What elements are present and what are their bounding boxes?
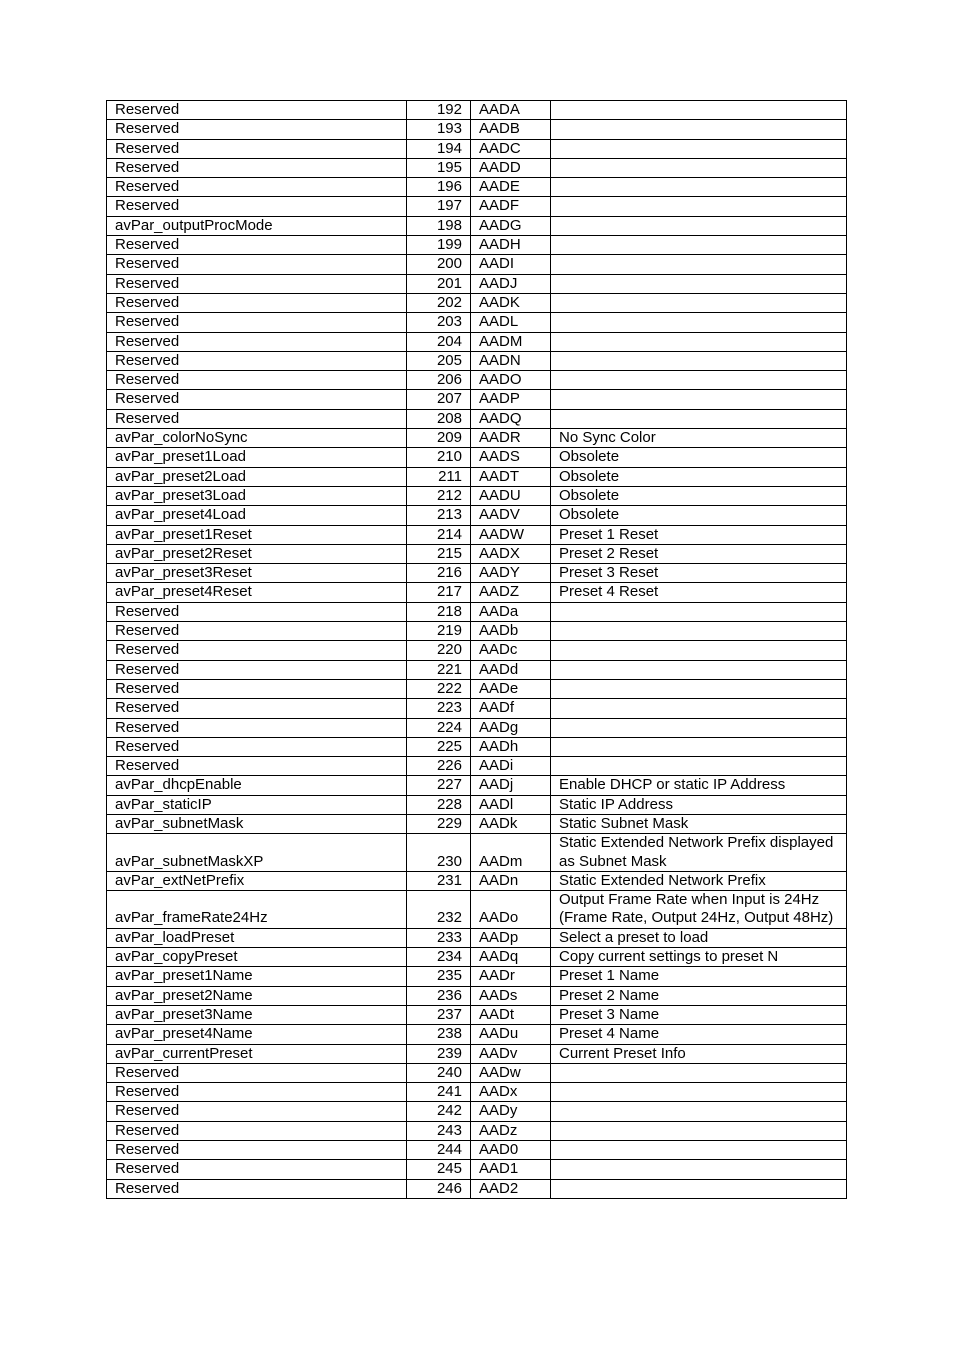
param-name-cell: avPar_preset2Reset: [107, 544, 407, 563]
table-row: [107, 1160, 847, 1179]
table-row: [107, 928, 847, 947]
param-code-cell: AADL: [471, 313, 551, 332]
param-index-cell: 229: [407, 814, 471, 833]
param-description-cell: Static Extended Network Prefix: [551, 871, 847, 890]
param-code-cell: AADp: [471, 928, 551, 947]
table-row: [107, 525, 847, 544]
param-code-cell: AADn: [471, 871, 551, 890]
table-row: [107, 1121, 847, 1140]
param-description-cell: No Sync Color: [551, 429, 847, 448]
param-index-cell: 228: [407, 795, 471, 814]
param-index-cell: 219: [407, 622, 471, 641]
param-code-cell: AADs: [471, 986, 551, 1005]
param-description-cell: Static Extended Network Prefix displayed as Subnet Mask: [551, 834, 847, 872]
param-code-cell: AADx: [471, 1083, 551, 1102]
param-code-cell: AADh: [471, 737, 551, 756]
table-row: [107, 622, 847, 641]
param-code-cell: AADO: [471, 371, 551, 390]
param-code-cell: AADg: [471, 718, 551, 737]
param-name-cell: Reserved: [107, 255, 407, 274]
table-row: [107, 409, 847, 428]
table-row: [107, 814, 847, 833]
param-index-cell: 206: [407, 371, 471, 390]
table-row: [107, 1063, 847, 1082]
param-index-cell: 213: [407, 506, 471, 525]
param-name-cell: Reserved: [107, 332, 407, 351]
table-row: [107, 544, 847, 563]
param-name-cell: avPar_colorNoSync: [107, 429, 407, 448]
param-code-cell: AADk: [471, 814, 551, 833]
param-name-cell: Reserved: [107, 274, 407, 293]
param-index-cell: 224: [407, 718, 471, 737]
param-description-cell: [551, 757, 847, 776]
table-row: [107, 390, 847, 409]
param-code-cell: AADj: [471, 776, 551, 795]
param-code-cell: AADI: [471, 255, 551, 274]
param-name-cell: Reserved: [107, 101, 407, 120]
param-name-cell: avPar_staticIP: [107, 795, 407, 814]
param-name-cell: Reserved: [107, 409, 407, 428]
param-index-cell: 211: [407, 467, 471, 486]
param-index-cell: 237: [407, 1005, 471, 1024]
param-index-cell: 203: [407, 313, 471, 332]
param-description-cell: Static Subnet Mask: [551, 814, 847, 833]
param-name-cell: avPar_preset4Name: [107, 1025, 407, 1044]
param-code-cell: AADX: [471, 544, 551, 563]
param-description-cell: Preset 3 Name: [551, 1005, 847, 1024]
param-index-cell: 221: [407, 660, 471, 679]
param-index-cell: 218: [407, 602, 471, 621]
param-code-cell: AADQ: [471, 409, 551, 428]
param-name-cell: Reserved: [107, 313, 407, 332]
table-row: [107, 1005, 847, 1024]
param-description-cell: Preset 1 Reset: [551, 525, 847, 544]
param-index-cell: 200: [407, 255, 471, 274]
param-name-cell: Reserved: [107, 622, 407, 641]
param-name-cell: Reserved: [107, 293, 407, 312]
param-index-cell: 225: [407, 737, 471, 756]
param-description-cell: [551, 351, 847, 370]
param-index-cell: 242: [407, 1102, 471, 1121]
param-name-cell: avPar_subnetMaskXP: [107, 834, 407, 872]
param-index-cell: 220: [407, 641, 471, 660]
param-code-cell: AADb: [471, 622, 551, 641]
param-description-cell: [551, 158, 847, 177]
table-row: [107, 158, 847, 177]
param-description-cell: [551, 216, 847, 235]
param-name-cell: Reserved: [107, 1141, 407, 1160]
table-row: [107, 1102, 847, 1121]
param-index-cell: 193: [407, 120, 471, 139]
param-description-cell: Obsolete: [551, 467, 847, 486]
param-index-cell: 240: [407, 1063, 471, 1082]
param-description-cell: Preset 4 Name: [551, 1025, 847, 1044]
param-code-cell: AADT: [471, 467, 551, 486]
table-row: [107, 255, 847, 274]
param-description-cell: [551, 1063, 847, 1082]
param-index-cell: 239: [407, 1044, 471, 1063]
param-name-cell: avPar_extNetPrefix: [107, 871, 407, 890]
param-code-cell: AADa: [471, 602, 551, 621]
param-name-cell: Reserved: [107, 1179, 407, 1198]
param-name-cell: avPar_copyPreset: [107, 948, 407, 967]
table-row: [107, 467, 847, 486]
param-description-cell: [551, 178, 847, 197]
table-row: [107, 986, 847, 1005]
param-name-cell: Reserved: [107, 390, 407, 409]
param-description-cell: [551, 255, 847, 274]
table-row: [107, 139, 847, 158]
param-code-cell: AADD: [471, 158, 551, 177]
table-row: [107, 506, 847, 525]
table-row: [107, 564, 847, 583]
param-description-cell: [551, 139, 847, 158]
param-name-cell: Reserved: [107, 737, 407, 756]
param-name-cell: avPar_preset3Name: [107, 1005, 407, 1024]
table-row: [107, 236, 847, 255]
param-index-cell: 244: [407, 1141, 471, 1160]
table-row: [107, 1083, 847, 1102]
param-index-cell: 210: [407, 448, 471, 467]
table-row: [107, 776, 847, 795]
param-name-cell: Reserved: [107, 718, 407, 737]
param-name-cell: avPar_dhcpEnable: [107, 776, 407, 795]
param-code-cell: AADE: [471, 178, 551, 197]
param-code-cell: AADv: [471, 1044, 551, 1063]
param-index-cell: 208: [407, 409, 471, 428]
table-row: [107, 795, 847, 814]
table-row: [107, 178, 847, 197]
param-code-cell: AADF: [471, 197, 551, 216]
param-code-cell: AADM: [471, 332, 551, 351]
param-description-cell: [551, 332, 847, 351]
param-index-cell: 215: [407, 544, 471, 563]
param-description-cell: [551, 699, 847, 718]
param-description-cell: [551, 274, 847, 293]
param-description-cell: Preset 2 Reset: [551, 544, 847, 563]
param-name-cell: avPar_preset3Reset: [107, 564, 407, 583]
table-row: [107, 313, 847, 332]
table-row: [107, 679, 847, 698]
param-index-cell: 241: [407, 1083, 471, 1102]
param-code-cell: AADe: [471, 679, 551, 698]
param-description-cell: [551, 679, 847, 698]
param-code-cell: AADH: [471, 236, 551, 255]
table-row: [107, 660, 847, 679]
param-index-cell: 216: [407, 564, 471, 583]
param-index-cell: 217: [407, 583, 471, 602]
param-description-cell: Preset 3 Reset: [551, 564, 847, 583]
table-row: [107, 737, 847, 756]
param-index-cell: 194: [407, 139, 471, 158]
param-name-cell: avPar_frameRate24Hz: [107, 891, 407, 929]
param-description-cell: Output Frame Rate when Input is 24Hz (Frame Rate, Output 24Hz, Output 48Hz): [551, 891, 847, 929]
param-code-cell: AADr: [471, 967, 551, 986]
param-description-cell: Copy current settings to preset N: [551, 948, 847, 967]
param-name-cell: avPar_preset4Load: [107, 506, 407, 525]
param-description-cell: [551, 1141, 847, 1160]
param-code-cell: AAD2: [471, 1179, 551, 1198]
table-row: [107, 948, 847, 967]
param-code-cell: AADK: [471, 293, 551, 312]
param-code-cell: AADi: [471, 757, 551, 776]
param-description-cell: [551, 622, 847, 641]
param-index-cell: 204: [407, 332, 471, 351]
param-name-cell: avPar_loadPreset: [107, 928, 407, 947]
param-index-cell: 232: [407, 891, 471, 929]
param-name-cell: Reserved: [107, 679, 407, 698]
param-description-cell: [551, 236, 847, 255]
param-index-cell: 212: [407, 486, 471, 505]
param-code-cell: AADu: [471, 1025, 551, 1044]
param-code-cell: AADt: [471, 1005, 551, 1024]
param-name-cell: Reserved: [107, 197, 407, 216]
param-code-cell: AADm: [471, 834, 551, 872]
table-row: [107, 891, 847, 929]
param-description-cell: [551, 718, 847, 737]
param-index-cell: 198: [407, 216, 471, 235]
param-code-cell: AADP: [471, 390, 551, 409]
param-code-cell: AADR: [471, 429, 551, 448]
param-code-cell: AADN: [471, 351, 551, 370]
param-code-cell: AADU: [471, 486, 551, 505]
param-index-cell: 234: [407, 948, 471, 967]
param-name-cell: Reserved: [107, 1063, 407, 1082]
param-code-cell: AADV: [471, 506, 551, 525]
param-name-cell: Reserved: [107, 1102, 407, 1121]
param-index-cell: 223: [407, 699, 471, 718]
table-row: [107, 602, 847, 621]
table-row: [107, 1044, 847, 1063]
param-index-cell: 192: [407, 101, 471, 120]
param-code-cell: AAD1: [471, 1160, 551, 1179]
param-name-cell: Reserved: [107, 236, 407, 255]
param-name-cell: avPar_outputProcMode: [107, 216, 407, 235]
param-index-cell: 214: [407, 525, 471, 544]
param-code-cell: AADB: [471, 120, 551, 139]
param-description-cell: [551, 660, 847, 679]
param-code-cell: AADf: [471, 699, 551, 718]
param-description-cell: Obsolete: [551, 448, 847, 467]
param-code-cell: AADl: [471, 795, 551, 814]
table-row: [107, 274, 847, 293]
param-name-cell: avPar_subnetMask: [107, 814, 407, 833]
param-index-cell: 195: [407, 158, 471, 177]
param-name-cell: avPar_preset4Reset: [107, 583, 407, 602]
table-row: [107, 699, 847, 718]
param-description-cell: [551, 602, 847, 621]
param-code-cell: AADq: [471, 948, 551, 967]
param-name-cell: Reserved: [107, 660, 407, 679]
table-row: [107, 718, 847, 737]
param-code-cell: AADw: [471, 1063, 551, 1082]
param-description-cell: Enable DHCP or static IP Address: [551, 776, 847, 795]
param-description-cell: [551, 1179, 847, 1198]
param-code-cell: AAD0: [471, 1141, 551, 1160]
param-index-cell: 230: [407, 834, 471, 872]
param-description-cell: [551, 293, 847, 312]
param-index-cell: 209: [407, 429, 471, 448]
table-row: [107, 757, 847, 776]
table-row: [107, 967, 847, 986]
param-description-cell: [551, 409, 847, 428]
param-name-cell: Reserved: [107, 602, 407, 621]
param-code-cell: AADy: [471, 1102, 551, 1121]
parameter-table: [106, 100, 847, 1199]
param-description-cell: [551, 737, 847, 756]
param-code-cell: AADo: [471, 891, 551, 929]
param-name-cell: Reserved: [107, 699, 407, 718]
table-row: [107, 583, 847, 602]
table-row: [107, 371, 847, 390]
table-row: [107, 1141, 847, 1160]
param-description-cell: [551, 1102, 847, 1121]
param-description-cell: [551, 1121, 847, 1140]
param-name-cell: avPar_preset3Load: [107, 486, 407, 505]
param-index-cell: 236: [407, 986, 471, 1005]
param-code-cell: AADC: [471, 139, 551, 158]
param-index-cell: 201: [407, 274, 471, 293]
table-row: [107, 429, 847, 448]
param-description-cell: [551, 371, 847, 390]
param-index-cell: 197: [407, 197, 471, 216]
param-description-cell: [551, 641, 847, 660]
param-description-cell: [551, 1160, 847, 1179]
param-code-cell: AADz: [471, 1121, 551, 1140]
param-description-cell: [551, 1083, 847, 1102]
param-name-cell: Reserved: [107, 351, 407, 370]
param-index-cell: 245: [407, 1160, 471, 1179]
param-index-cell: 226: [407, 757, 471, 776]
param-index-cell: 207: [407, 390, 471, 409]
param-index-cell: 205: [407, 351, 471, 370]
param-index-cell: 238: [407, 1025, 471, 1044]
table-row: [107, 871, 847, 890]
param-index-cell: 246: [407, 1179, 471, 1198]
param-description-cell: Obsolete: [551, 486, 847, 505]
param-name-cell: Reserved: [107, 1083, 407, 1102]
table-row: [107, 641, 847, 660]
param-name-cell: Reserved: [107, 178, 407, 197]
param-code-cell: AADW: [471, 525, 551, 544]
param-description-cell: [551, 197, 847, 216]
table-row: [107, 332, 847, 351]
param-index-cell: 233: [407, 928, 471, 947]
param-description-cell: Preset 1 Name: [551, 967, 847, 986]
param-description-cell: [551, 101, 847, 120]
param-name-cell: Reserved: [107, 757, 407, 776]
param-name-cell: Reserved: [107, 641, 407, 660]
param-description-cell: Preset 2 Name: [551, 986, 847, 1005]
param-name-cell: avPar_currentPreset: [107, 1044, 407, 1063]
param-name-cell: avPar_preset1Reset: [107, 525, 407, 544]
param-index-cell: 235: [407, 967, 471, 986]
table-row: [107, 1179, 847, 1198]
param-index-cell: 227: [407, 776, 471, 795]
param-index-cell: 196: [407, 178, 471, 197]
param-description-cell: [551, 120, 847, 139]
table-row: [107, 216, 847, 235]
param-description-cell: Static IP Address: [551, 795, 847, 814]
param-name-cell: Reserved: [107, 371, 407, 390]
param-index-cell: 243: [407, 1121, 471, 1140]
param-name-cell: Reserved: [107, 1121, 407, 1140]
param-index-cell: 202: [407, 293, 471, 312]
param-name-cell: Reserved: [107, 120, 407, 139]
param-name-cell: Reserved: [107, 158, 407, 177]
param-code-cell: AADS: [471, 448, 551, 467]
param-index-cell: 231: [407, 871, 471, 890]
param-code-cell: AADZ: [471, 583, 551, 602]
table-row: [107, 351, 847, 370]
param-index-cell: 199: [407, 236, 471, 255]
param-name-cell: avPar_preset1Name: [107, 967, 407, 986]
param-description-cell: [551, 390, 847, 409]
table-row: [107, 120, 847, 139]
param-code-cell: AADJ: [471, 274, 551, 293]
table-row: [107, 197, 847, 216]
param-code-cell: AADc: [471, 641, 551, 660]
table-row: [107, 448, 847, 467]
param-name-cell: avPar_preset1Load: [107, 448, 407, 467]
param-index-cell: 222: [407, 679, 471, 698]
param-name-cell: avPar_preset2Name: [107, 986, 407, 1005]
param-name-cell: avPar_preset2Load: [107, 467, 407, 486]
table-row: [107, 834, 847, 872]
param-code-cell: AADG: [471, 216, 551, 235]
table-row: [107, 293, 847, 312]
param-description-cell: Obsolete: [551, 506, 847, 525]
table-row: [107, 486, 847, 505]
table-row: [107, 1025, 847, 1044]
param-description-cell: [551, 313, 847, 332]
param-name-cell: Reserved: [107, 1160, 407, 1179]
param-code-cell: AADY: [471, 564, 551, 583]
param-code-cell: AADA: [471, 101, 551, 120]
param-name-cell: Reserved: [107, 139, 407, 158]
param-description-cell: Select a preset to load: [551, 928, 847, 947]
param-code-cell: AADd: [471, 660, 551, 679]
param-description-cell: Current Preset Info: [551, 1044, 847, 1063]
param-description-cell: Preset 4 Reset: [551, 583, 847, 602]
parameter-table-body: [107, 101, 847, 1199]
table-row: [107, 101, 847, 120]
